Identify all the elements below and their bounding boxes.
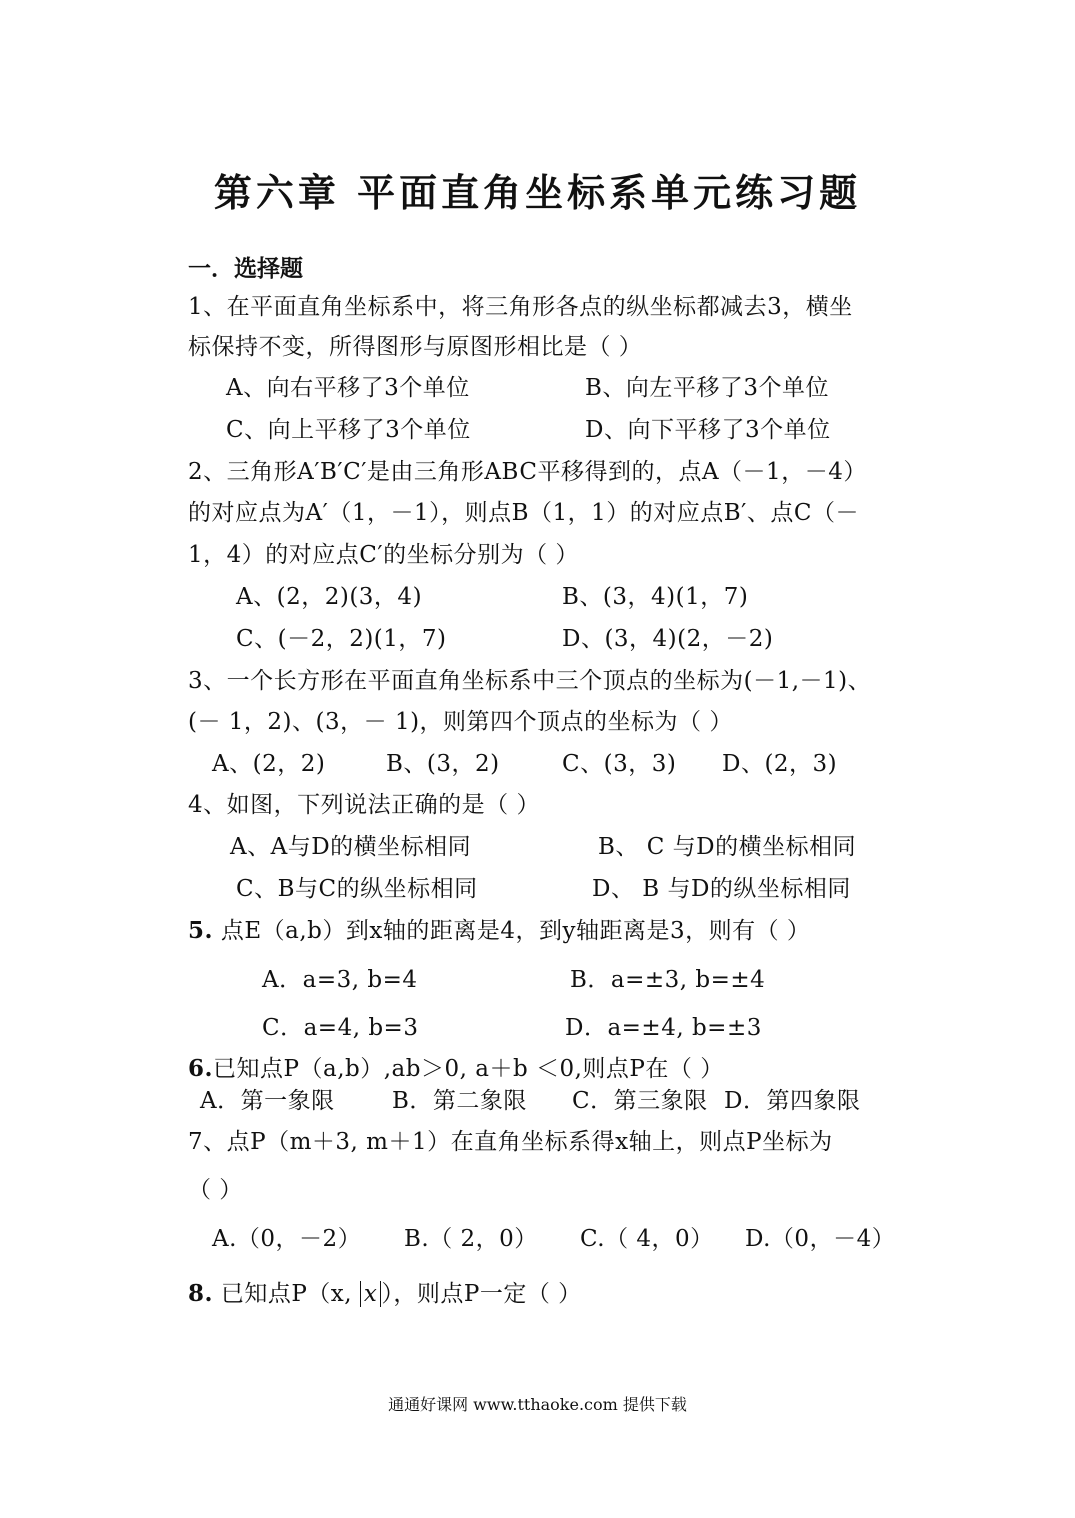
question-5-text [188,917,810,945]
option-c: C、向上平移了3个单位 [226,417,471,443]
question-3-text: 3、一个长方形在平面直角坐标系中三个顶点的坐标为(－1,－1)、 [188,668,872,694]
question-stem: 点E（a,b）到x轴的距离是4，到y轴距离是3，则有（ ） [213,918,811,944]
option-c: C、(－2，2)(1，7) [236,626,447,652]
question-number: 6. [188,1055,214,1082]
question-stem: 已知点P（a,b）,ab＞0, a＋b ＜0,则点P在（ ） [213,1056,724,1082]
option-c: C、(3，3) [562,751,677,777]
question-6-text [188,1055,724,1083]
option-b: B、(3，4)(1，7) [562,584,749,610]
question-stem: 已知点P（x, [213,1281,360,1307]
option-d: D.（0，－4） [745,1226,896,1252]
question-7-text: 7、点P（m＋3, m＋1）在直角坐标系得x轴上，则点P坐标为 [188,1129,833,1155]
question-1-text: 标保持不变，所得图形与原图形相比是（ ） [188,334,643,360]
section-heading: 一．选择题 [188,255,303,282]
question-8-text [188,1280,582,1308]
option-d: D、(3，4)(2，－2) [562,626,774,652]
option-c: C．a=4, b=3 [262,1015,419,1041]
option-c: C.（ 4，0） [580,1226,714,1252]
footer-credit: 通通好课网 www.tthaoke.com 提供下载 [388,1395,687,1414]
option-a: A．a=3, b=4 [262,967,418,993]
option-a: A、向右平移了3个单位 [226,375,470,401]
question-2-text: 2、三角形A′B′C′是由三角形ABC平移得到的，点A（－1，－4） [188,459,867,485]
absolute-value-expression: x [360,1281,381,1307]
option-b: B、(3，2) [386,751,500,777]
option-d: D．a=±4, b=±3 [565,1015,762,1041]
option-b: B．a=±3, b=±4 [570,967,766,993]
question-1-text: 1、在平面直角坐标系中，将三角形各点的纵坐标都减去3，横坐 [188,294,853,320]
option-c: C．第三象限 [572,1088,708,1114]
option-d: D、(2，3) [722,751,838,777]
option-c: C、B与C的纵坐标相同 [236,876,478,902]
option-b: B、向左平移了3个单位 [585,375,830,401]
page-title: 第六章 平面直角坐标系单元练习题 [213,170,862,215]
question-number: 5. [188,917,214,944]
question-stem-end: ），则点P一定（ ） [381,1281,582,1307]
option-b: B、 C 与D的横坐标相同 [598,834,857,860]
option-b: B.（ 2，0） [404,1226,538,1252]
option-d: D、向下平移了3个单位 [585,417,831,443]
option-d: D．第四象限 [724,1088,861,1114]
question-number: 8. [188,1280,214,1307]
question-2-text: 的对应点为A′（1，－1），则点B（1，1）的对应点B′、点C（－ [188,500,859,526]
question-2-text: 1，4）的对应点C′的坐标分别为（ ） [188,542,579,568]
option-b: B．第二象限 [392,1088,527,1114]
question-4-text: 4、如图，下列说法正确的是（ ） [188,792,540,818]
option-a: A．第一象限 [200,1088,335,1114]
option-a: A、(2，2)(3，4) [236,584,423,610]
question-7-text: （ ） [188,1177,243,1203]
option-a: A、(2，2) [212,751,326,777]
option-a: A.（0，－2） [212,1226,362,1252]
option-d: D、 B 与D的纵坐标相同 [592,876,851,902]
option-a: A、A与D的横坐标相同 [230,834,472,860]
question-3-text: (－ 1，2)、(3，－ 1)，则第四个顶点的坐标为（ ） [188,709,733,735]
